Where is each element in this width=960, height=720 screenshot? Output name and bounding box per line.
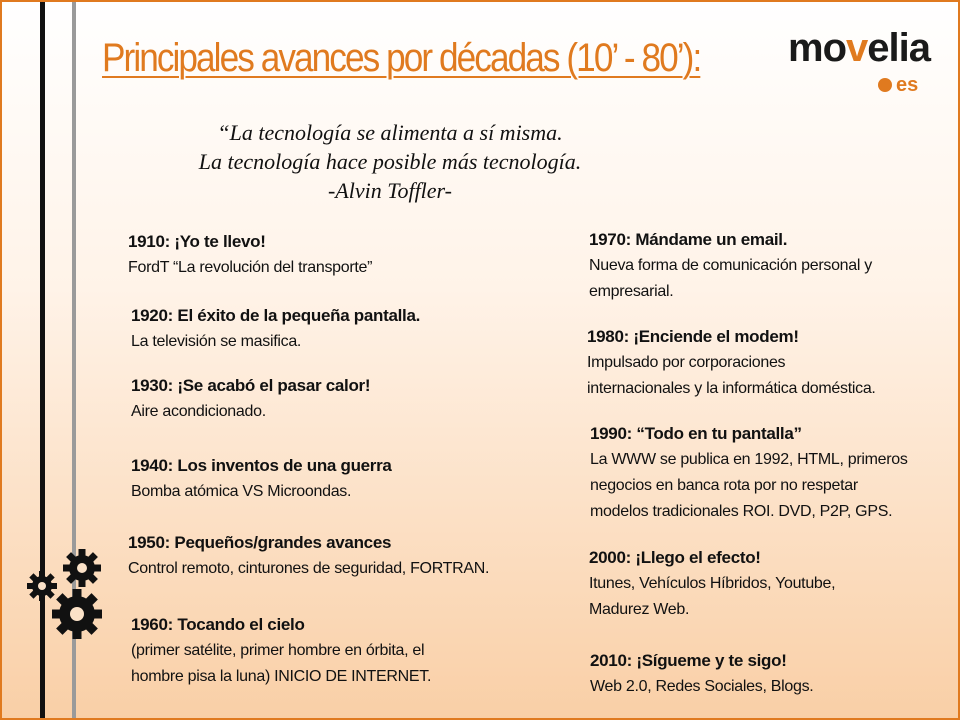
- decade-entry-1950: [128, 530, 489, 582]
- decade-entry-1980: [587, 324, 876, 402]
- decade-entry-1920: [131, 303, 420, 355]
- decade-description: (primer satélite, primer hombre en órbita, el: [131, 642, 425, 659]
- decade-entry-1910: [128, 229, 372, 281]
- logo-suffix: es: [896, 74, 919, 96]
- decade-heading: 1930: ¡Se acabó el pasar calor!: [131, 376, 371, 395]
- decade-description: Aire acondicionado.: [131, 403, 266, 420]
- quote-line-2: La tecnología hace posible más tecnología.: [198, 149, 582, 174]
- decade-entry-2010: [590, 648, 813, 700]
- decade-description: internacionales y la informática doméstica.: [587, 380, 876, 397]
- logo-wordmark: movelia: [788, 26, 930, 70]
- quote-block: [150, 118, 630, 205]
- decade-heading: 2010: ¡Sígueme y te sigo!: [590, 651, 787, 670]
- decade-description: Control remoto, cinturones de seguridad, FORTRAN.: [128, 560, 490, 577]
- decade-heading: 1990: “Todo en tu pantalla”: [590, 424, 802, 443]
- decade-heading: 1910: ¡Yo te llevo!: [128, 232, 266, 251]
- decade-description: Bomba atómica VS Microondas.: [131, 483, 352, 500]
- decade-description: Nueva forma de comunicación personal y: [589, 257, 872, 274]
- decade-description: modelos tradicionales ROI. DVD, P2P, GPS.: [590, 503, 893, 520]
- decade-heading: 1960: Tocando el cielo: [131, 615, 305, 634]
- movelia-logo: [788, 26, 938, 102]
- decade-description: Madurez Web.: [589, 601, 690, 618]
- quote-author: -Alvin Toffler-: [327, 178, 453, 203]
- decade-heading: 2000: ¡Llego el efecto!: [589, 548, 761, 567]
- decade-heading: 1920: El éxito de la pequeña pantalla.: [131, 306, 421, 325]
- slide-title: Principales avances por décadas (10’ - 80’):: [102, 36, 701, 80]
- logo-dot: [878, 78, 892, 92]
- decade-description: hombre pisa la luna) INICIO DE INTERNET.: [131, 668, 432, 685]
- decade-entry-1990: [590, 421, 908, 525]
- decade-entry-1930: [131, 373, 370, 425]
- decade-description: negocios en banca rota por no respetar: [590, 477, 858, 494]
- decade-description: Web 2.0, Redes Sociales, Blogs.: [590, 678, 814, 695]
- decade-entry-1970: [589, 227, 872, 305]
- quote-line-1: “La tecnología se alimenta a sí misma.: [217, 120, 563, 145]
- decade-heading: 1980: ¡Enciende el modem!: [587, 327, 799, 346]
- decade-description: Itunes, Vehículos Híbridos, Youtube,: [589, 575, 836, 592]
- decade-entry-1940: [131, 453, 392, 505]
- decade-description: FordT “La revolución del transporte”: [128, 259, 373, 276]
- decade-heading: 1970: Mándame un email.: [589, 230, 788, 249]
- decade-entry-1960: [131, 612, 431, 690]
- gears-icon: [25, 548, 115, 648]
- decade-heading: 1950: Pequeños/grandes avances: [128, 533, 392, 552]
- decade-description: La televisión se masifica.: [131, 333, 302, 350]
- decade-description: Impulsado por corporaciones: [587, 354, 786, 371]
- decade-entry-2000: [589, 545, 835, 623]
- decade-description: empresarial.: [589, 283, 674, 300]
- decade-description: La WWW se publica en 1992, HTML, primeros: [590, 451, 908, 468]
- decade-heading: 1940: Los inventos de una guerra: [131, 456, 392, 475]
